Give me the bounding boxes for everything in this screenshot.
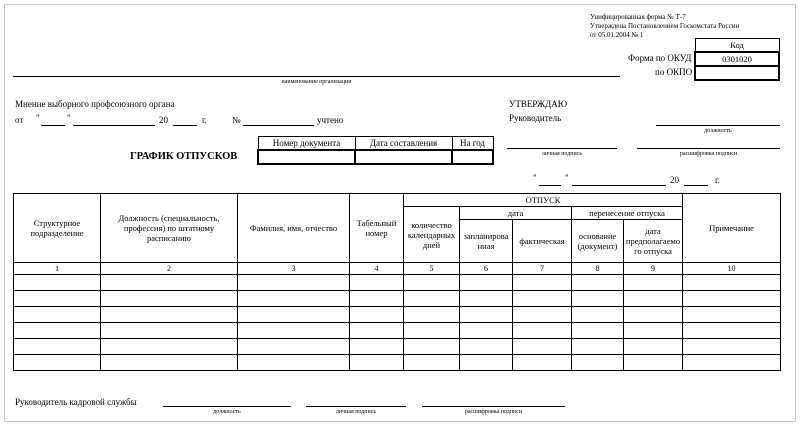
table-cell[interactable] [572,291,624,307]
doc-year-value[interactable] [452,150,493,164]
approve-signature-caption: личная подпись [541,151,583,157]
table-cell[interactable] [350,291,404,307]
table-cell[interactable] [460,291,513,307]
table-cell[interactable] [624,339,683,355]
table-cell[interactable] [404,355,460,371]
col-department: Структурное подразделение [14,194,101,263]
union-year-line[interactable] [173,125,197,126]
table-cell[interactable] [460,307,513,323]
approve-month-line[interactable] [572,185,666,186]
footer-decode-line[interactable] [422,406,565,407]
table-cell[interactable] [572,307,624,323]
doc-year-header: На год [452,137,493,151]
approve-day-line[interactable] [539,185,561,186]
union-quote-close: " [67,113,71,123]
table-cell[interactable] [14,291,101,307]
col-num-3: 3 [238,263,350,275]
approve-signature-line[interactable] [507,148,617,149]
col-basis: основание (документ) [572,220,624,263]
table-cell[interactable] [14,307,101,323]
table-cell[interactable] [101,339,238,355]
table-cell[interactable] [460,355,513,371]
table-cell[interactable] [101,355,238,371]
table-cell[interactable] [624,291,683,307]
table-cell[interactable] [101,291,238,307]
approve-year-suffix: г. [715,175,720,185]
footer-signature-line[interactable] [306,406,406,407]
table-cell[interactable] [683,307,781,323]
table-cell[interactable] [238,323,350,339]
table-cell[interactable] [572,275,624,291]
table-cell[interactable] [572,339,624,355]
table-cell[interactable] [404,323,460,339]
union-opinion-label: Мнение выборного профсоюзного органа [15,99,175,109]
code-table [694,38,780,81]
union-from: от [15,115,24,125]
doc-number-header: Номер документа [258,137,355,151]
table-cell[interactable] [460,323,513,339]
footer-signature-caption: личная подпись [335,409,377,415]
footer-position-line[interactable] [163,406,291,407]
approve-position-caption: должность [704,128,732,134]
form-header [590,13,790,40]
col-num-7: 7 [513,263,572,275]
table-cell[interactable] [404,339,460,355]
col-num-9: 9 [624,263,683,275]
table-cell[interactable] [238,275,350,291]
approve-head: Руководитель [509,113,562,123]
approve-position-line[interactable] [656,125,780,126]
doc-number-value[interactable] [258,150,355,164]
col-transfer-group: перенесение отпуска [572,207,683,220]
col-num-6: 6 [460,263,513,275]
doc-date-value[interactable] [355,150,452,164]
union-month-line[interactable] [73,125,155,126]
table-cell[interactable] [14,275,101,291]
table-cell[interactable] [238,307,350,323]
table-cell[interactable] [572,355,624,371]
vacation-schedule-table [13,193,781,371]
table-cell[interactable] [513,339,572,355]
col-num-2: 2 [101,263,238,275]
table-cell[interactable] [460,275,513,291]
okpo-label: по ОКПО [655,67,693,77]
doc-info-table [257,136,494,165]
okud-value[interactable]: 0301020 [695,52,779,66]
approve-year-line[interactable] [684,185,708,186]
approve-quote-close: " [565,173,569,183]
approve-quote-open: " [533,173,537,183]
table-cell[interactable] [624,355,683,371]
table-cell[interactable] [683,355,781,371]
table-cell[interactable] [683,323,781,339]
table-cell[interactable] [350,307,404,323]
col-personnel-number: Табельный номер [350,194,404,263]
table-cell[interactable] [101,275,238,291]
union-number-line[interactable] [243,125,314,126]
union-year-suffix: г. [202,115,207,125]
table-cell[interactable] [404,291,460,307]
okud-label: Форма по ОКУД [628,53,692,63]
col-num-5: 5 [404,263,460,275]
approve-title: УТВЕРЖДАЮ [509,99,568,109]
col-num-8: 8 [572,263,624,275]
approve-year-prefix: 20 [670,175,679,185]
table-cell[interactable] [14,355,101,371]
table-cell[interactable] [624,323,683,339]
table-cell[interactable] [350,275,404,291]
table-cell[interactable] [14,323,101,339]
table-cell[interactable] [513,275,572,291]
table-cell[interactable] [404,307,460,323]
table-cell[interactable] [513,307,572,323]
table-row [14,275,781,291]
table-cell[interactable] [513,291,572,307]
approve-decode-caption: расшифровка подписи [679,151,738,157]
union-quote-open: " [36,113,40,123]
footer-label: Руководитель кадровой службы [15,397,137,407]
table-row [14,339,781,355]
table-row [14,291,781,307]
table-cell[interactable] [624,307,683,323]
org-name-line[interactable] [13,76,620,77]
table-cell[interactable] [513,323,572,339]
table-cell[interactable] [624,275,683,291]
col-vacation-group: ОТПУСК [404,194,683,207]
form-header-line2: Утверждена Постановлением Госкомстата России [590,22,740,30]
table-cell[interactable] [350,339,404,355]
approve-decode-line[interactable] [637,148,780,149]
col-date-group: дата [460,207,572,220]
col-calendar-days: количество календарных дней [404,207,460,263]
table-cell[interactable] [238,339,350,355]
table-row [14,355,781,371]
table-cell[interactable] [683,339,781,355]
okpo-value[interactable] [695,66,779,80]
col-num-10: 10 [683,263,781,275]
table-cell[interactable] [404,275,460,291]
form-header-line1: Унифицированная форма № Т-7 [590,13,686,21]
union-number-sign: № [232,115,241,125]
org-name-caption: наименование организации [281,79,352,85]
table-row [14,307,781,323]
col-num-4: 4 [350,263,404,275]
col-actual: фактическая [513,220,572,263]
table-cell[interactable] [683,275,781,291]
union-day-line[interactable] [41,125,65,126]
doc-date-header: Дата составления [355,137,452,151]
table-cell[interactable] [460,339,513,355]
col-full-name: Фамилия, имя, отчество [238,194,350,263]
col-expected-date: дата предполагаемо го отпуска [624,220,683,263]
code-header: Код [695,39,779,53]
form-header-line3: от 05.01.2004 № 1 [590,31,644,39]
document-title: ГРАФИК ОТПУСКОВ [130,151,238,162]
table-cell[interactable] [350,323,404,339]
union-noted: учтено [317,115,344,125]
table-cell[interactable] [683,291,781,307]
table-cell[interactable] [238,355,350,371]
footer-position-caption: должность [213,409,241,415]
table-cell[interactable] [572,323,624,339]
table-cell[interactable] [513,355,572,371]
table-cell[interactable] [238,291,350,307]
table-row [14,323,781,339]
col-note: Примечание [683,194,781,263]
footer-decode-caption: расшифровка подписи [464,409,523,415]
table-cell[interactable] [350,355,404,371]
union-year-prefix: 20 [159,115,168,125]
col-num-1: 1 [14,263,101,275]
col-position: Должность (специальность, профессия) по штатному расписанию [101,194,238,263]
table-cell[interactable] [101,323,238,339]
table-cell[interactable] [14,339,101,355]
col-planned: запланирова нная [460,220,513,263]
table-cell[interactable] [101,307,238,323]
